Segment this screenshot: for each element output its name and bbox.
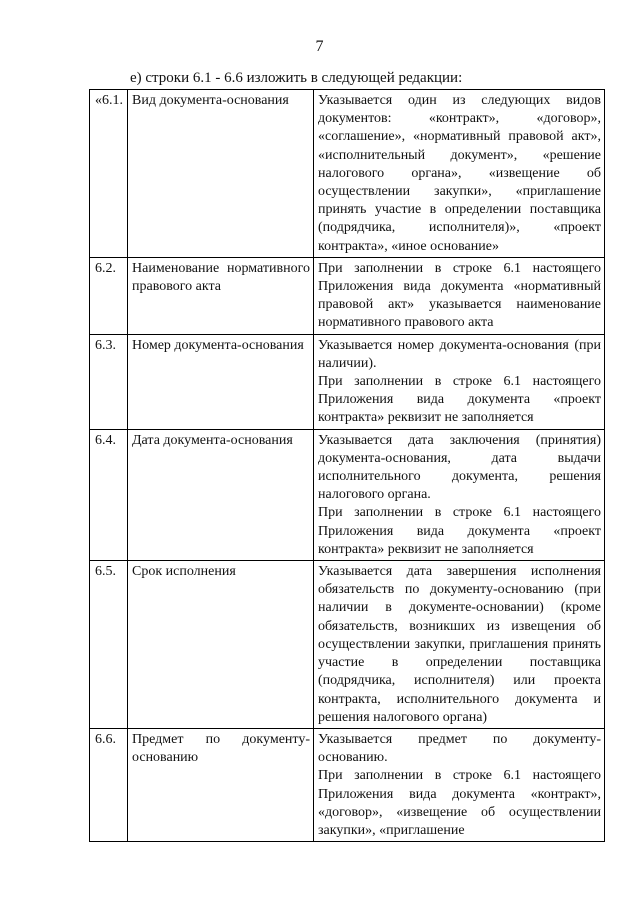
description-paragraph: При заполнении в строке 6.1 настоящего Приложения вида документа «проект контракта» реквизит не заполняется bbox=[318, 505, 601, 557]
description-paragraph: Указывается дата заключения (принятия) документа-основания, дата выдачи исполнительного документа, решения налогового органа. bbox=[318, 432, 601, 503]
row-description bbox=[314, 728, 605, 841]
description-paragraph: При заполнении в строке 6.1 настоящего Приложения вида документа «нормативный правовой акт» указывается наименование нормативного правового акта bbox=[318, 260, 601, 331]
row-number: 6.4. bbox=[90, 429, 128, 560]
table-row bbox=[90, 257, 605, 334]
description-paragraph: Указывается дата завершения исполнения обязательств по документу-основанию (при наличии в документе-основании) (кроме обязательств, возникших из извещения об осуществлении закупки, приглашения принять участие в определении поставщика (подрядчика, исполнителя) или проекта контракта, исполнительного документа и решения налогового органа) bbox=[318, 564, 601, 725]
row-description bbox=[314, 561, 605, 729]
rows-table bbox=[89, 89, 605, 842]
table-row bbox=[90, 334, 605, 429]
row-description bbox=[314, 257, 605, 334]
table-row bbox=[90, 561, 605, 729]
description-paragraph: Указывается предмет по документу-основанию. bbox=[318, 731, 601, 766]
page-number: 7 bbox=[315, 38, 324, 55]
row-name: Вид документа-основания bbox=[128, 90, 314, 258]
row-name: Предмет по документу-основанию bbox=[128, 728, 314, 841]
description-paragraph: При заполнении в строке 6.1 настоящего Приложения вида документа «проект контракта» реквизит не заполняется bbox=[318, 374, 601, 426]
description-paragraph: Указывается один из следующих видов документов: «контракт», «договор», «соглашение», «нормативный правовой акт», «исполнительный документ», «решение налогового органа», «извещение об осуществлении закупки», «приглашение принять участие в определении поставщика (подрядчика, исполнителя)», «проект контракта», «иное основание» bbox=[318, 93, 601, 254]
row-name: Номер документа-основания bbox=[128, 334, 314, 429]
description-paragraph: При заполнении в строке 6.1 настоящего Приложения вида документа «контракт», «договор», «извещение об осуществлении закупки», «приглашение bbox=[318, 768, 601, 838]
row-description bbox=[314, 90, 605, 258]
row-number: 6.6. bbox=[90, 728, 128, 841]
row-number: «6.1. bbox=[90, 90, 128, 258]
row-number: 6.5. bbox=[90, 561, 128, 729]
row-name: Дата документа-основания bbox=[128, 429, 314, 560]
table-row bbox=[90, 429, 605, 560]
row-description bbox=[314, 429, 605, 560]
row-description bbox=[314, 334, 605, 429]
description-paragraph: Указывается номер документа-основания (при наличии). bbox=[318, 337, 601, 371]
table-row bbox=[90, 728, 605, 841]
table-row bbox=[90, 90, 605, 258]
row-name: Наименование нормативного правового акта bbox=[128, 257, 314, 334]
row-name: Срок исполнения bbox=[128, 561, 314, 729]
intro-text: е) строки 6.1 - 6.6 изложить в следующей редакции: bbox=[130, 70, 463, 86]
row-number: 6.2. bbox=[90, 257, 128, 334]
row-number: 6.3. bbox=[90, 334, 128, 429]
